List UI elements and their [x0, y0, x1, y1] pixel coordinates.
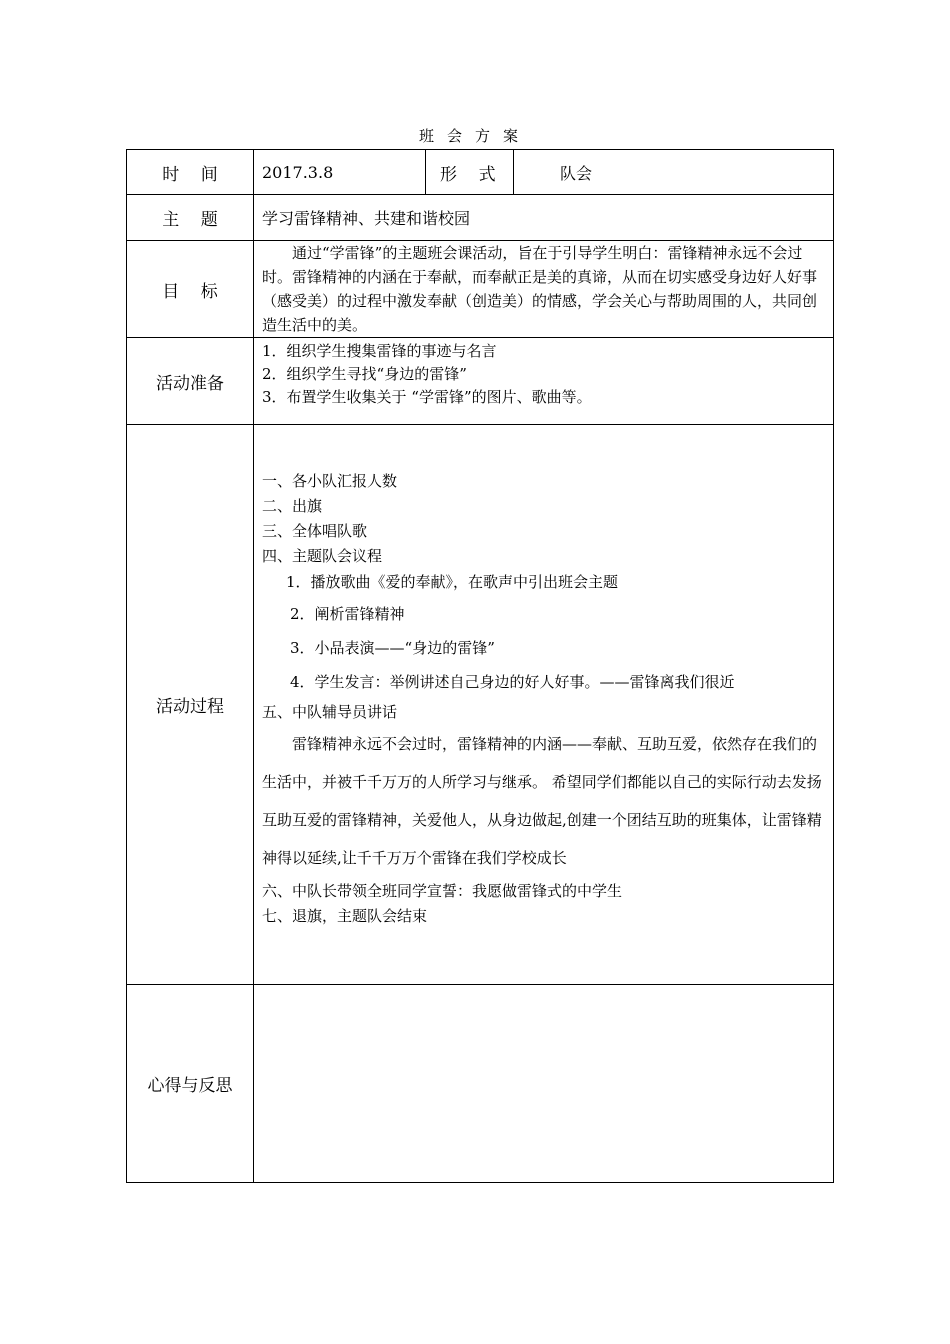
value-reflection [254, 985, 834, 1183]
label-goal: 目 标 [127, 241, 254, 338]
document-title: 班会方案 [418, 127, 531, 145]
process-sub-step: 4．学生发言：举例讲述自己身边的好人好事。——雷锋离我们很近 [290, 673, 735, 691]
value-process [254, 425, 834, 985]
process-sub-step: 3．小品表演——“身边的雷锋” [290, 639, 495, 657]
process-step: 五、中队辅导员讲话 [262, 703, 398, 721]
label-process: 活动过程 [127, 425, 254, 985]
row-goal [127, 241, 834, 338]
process-step: 四、主题队会议程 [262, 547, 383, 565]
row-reflection [127, 985, 834, 1183]
class-meeting-plan-table [126, 149, 834, 1183]
process-step: 六、中队长带领全班同学宣誓：我愿做雷锋式的中学生 [262, 882, 623, 900]
prep-item: 2．组织学生寻找“身边的雷锋” [262, 365, 467, 383]
label-time: 时 间 [127, 150, 254, 195]
process-step: 三、全体唱队歌 [262, 522, 368, 540]
process-step: 二、出旗 [262, 497, 323, 515]
value-prep [254, 338, 834, 425]
prep-item: 3．布置学生收集关于 “学雷锋”的图片、歌曲等。 [262, 388, 592, 406]
row-process [127, 425, 834, 985]
value-form: 队会 [514, 150, 834, 195]
process-sub-step: 1．播放歌曲《爱的奉献》，在歌声中引出班会主题 [286, 573, 619, 591]
process-step: 一、各小队汇报人数 [262, 472, 398, 490]
label-prep: 活动准备 [127, 338, 254, 425]
value-goal: 通过“学雷锋”的主题班会课活动，旨在于引导学生明白：雷锋精神永远不会过时。雷锋精神的内涵在于奉献，而奉献正是美的真谛，从而在切实感受身边好人好事（感受美）的过程中激发奉献（创造美）的情感，学会关心与帮助周围的人，共同创造生活中的美。 [254, 241, 834, 338]
value-theme: 学习雷锋精神、共建和谐校园 [254, 195, 834, 241]
label-reflection: 心得与反思 [127, 985, 254, 1183]
row-theme [127, 195, 834, 241]
label-theme: 主 题 [127, 195, 254, 241]
row-time [127, 150, 834, 195]
process-step: 七、退旗，主题队会结束 [262, 907, 428, 925]
process-sub-step: 2．阐析雷锋精神 [290, 605, 405, 623]
counselor-speech: 雷锋精神永远不会过时，雷锋精神的内涵——奉献、互助互爱，依然存在我们的生活中，并被千千万万的人所学习与继承。 希望同学们都能以自己的实际行动去发扬互助互爱的雷锋精神，关爱他人，从身边做起,创建一个团结互助的班集体，让雷锋精神得以延续,让千千万万个雷锋在我们学校成长 [262, 735, 822, 867]
value-time: 2017.3.8 [254, 150, 426, 195]
label-form: 形 式 [426, 150, 514, 195]
prep-item: 1．组织学生搜集雷锋的事迹与名言 [262, 342, 497, 360]
row-prep [127, 338, 834, 425]
